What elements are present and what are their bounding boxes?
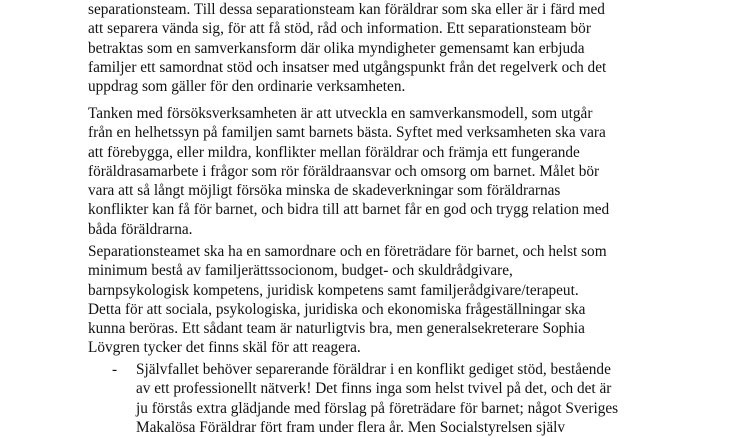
text-line: betraktas som en samverkansform där olika myndigheter gemensamt kan erbjuda [88, 39, 585, 57]
text-line: Makalösa Föräldrar fört fram under flera år. Men Socialstyrelsen själv [136, 418, 566, 436]
text-line: av ett professionellt nätverk! Det finns inga som helst tvivel på det, och det är [136, 380, 612, 398]
paragraph-separationsteamet-kompetens [88, 242, 728, 358]
text-line: minimum bestå av familjerättssocionom, budget- och skuldrådgivare, [88, 262, 513, 280]
text-line: Tanken med försöksverksamheten är att utveckla en samverkansmodell, som utgår [88, 105, 593, 122]
text-line: att separera vända sig, för att få stöd, råd och information. Ett separationsteam bör [88, 20, 591, 38]
text-line: ju förstås extra glädjande med förslag på företrädare för barnet; något Sveriges [136, 399, 619, 417]
bullet-marker: - [112, 361, 118, 378]
text-line: konflikter kan få för barnet, och bidra till att barnet får en god och trygg relation med [88, 201, 610, 219]
text-line: Självfallet behöver separerande föräldrar i en konflikt gediget stöd, bestående [136, 361, 611, 378]
text-line: uppdrag som gäller för den ordinarie verksamheten. [88, 78, 406, 96]
text-line: från en helhetssyn på familjen samt barnets bästa. Syftet med verksamheten ska vara [88, 124, 606, 142]
text-line: familjer ett samordnat stöd och insatser med utgångspunkt från det regelverk och det [88, 58, 607, 76]
bullet-text [136, 360, 716, 437]
paragraph-forsoksverksamhet [88, 104, 728, 239]
text-line: att förebygga, eller mildra, konflikter mellan föräldrar och främja ett fungerande [88, 143, 580, 161]
text-line: Separationsteamet ska ha en samordnare och en företrädare för barnet, och helst som [88, 243, 607, 260]
text-line: kunna beröras. Ett sådant team är naturligtvis bra, men generalsekreterare Sophia [88, 320, 585, 338]
text-line: föräldrasamarbete i frågor som rör föräldraansvar och omsorg om barnet. Målet bör [88, 162, 600, 180]
text-line: vara att så långt möjligt försöka minska de skadeverkningar som föräldrarnas [88, 182, 561, 200]
text-line: båda föräldrarna. [88, 220, 193, 238]
text-line: separationsteam. Till dessa separationsteam kan föräldrar som ska eller är i färd med [88, 1, 605, 18]
text-line: barnpsykologisk kompetens, juridisk kompetens samt familjerådgivare/terapeut. [88, 281, 579, 299]
text-line: Lövgren tycker det finns skäl för att reagera. [88, 339, 361, 357]
paragraph-separationsteam-intro [88, 0, 728, 96]
text-line: Detta för att sociala, psykologiska, juridiska och ekonomiska frågeställningar ska [88, 300, 586, 318]
